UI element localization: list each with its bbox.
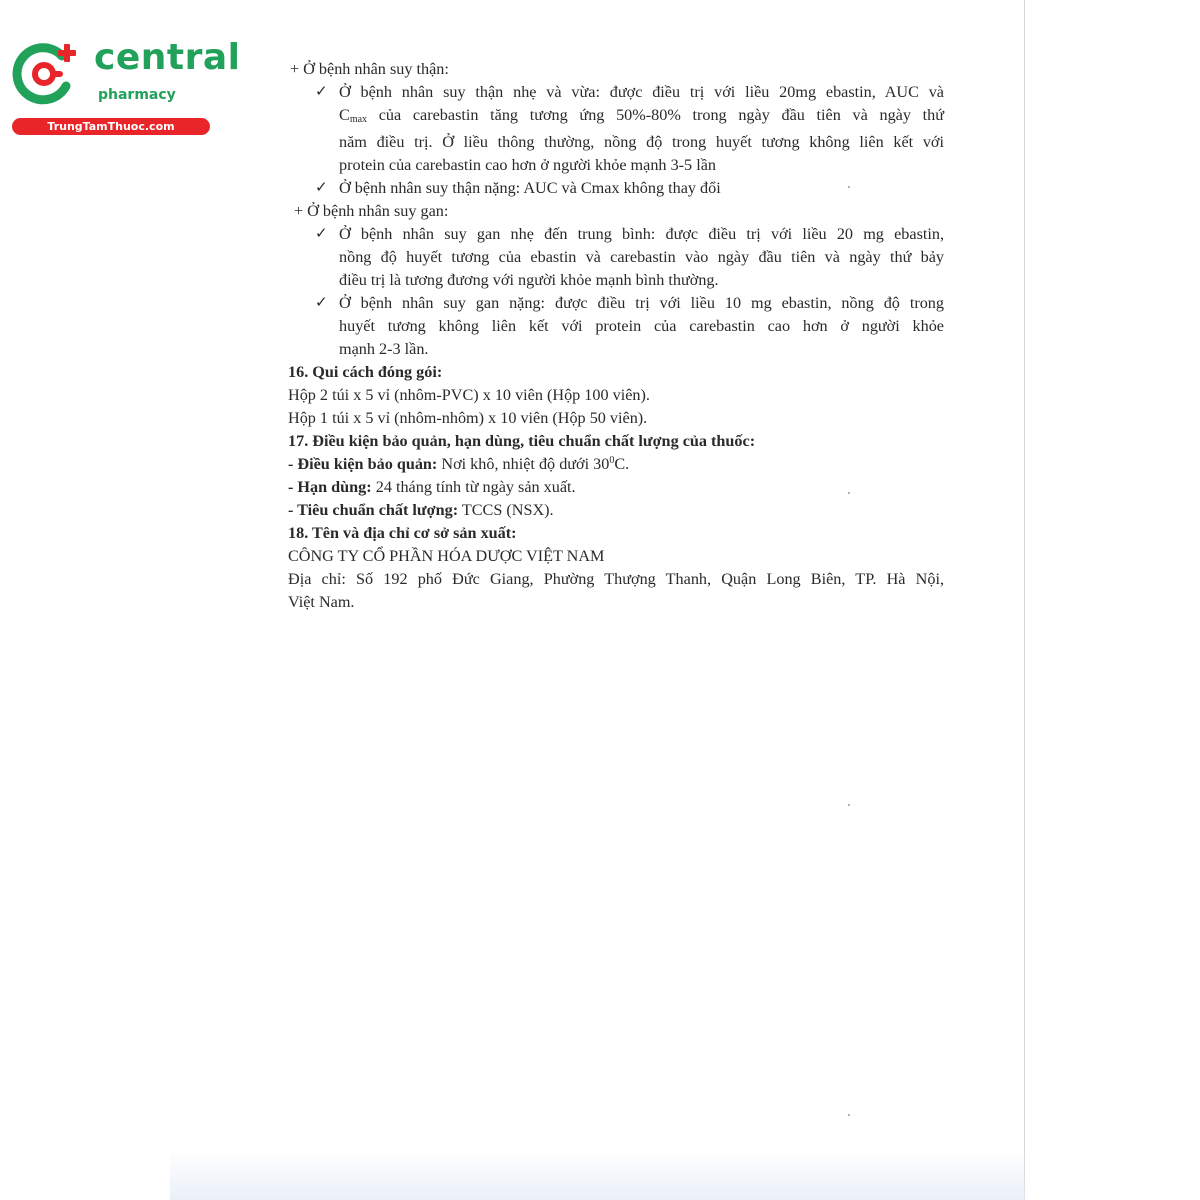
manufacturer-address: Địa chỉ: Số 192 phố Đức Giang, Phường Thượng Thanh, Quận Long Biên, TP. Hà Nội, [288, 570, 944, 588]
scan-speck [848, 492, 850, 494]
text-fragment: của carebastin tăng tương ứng 50%-80% trong ngày đầu tiên và ngày thứ [367, 106, 944, 124]
cmax-sub: max [349, 114, 368, 125]
storage-condition-unit: C. [614, 455, 630, 473]
quality-standard [288, 499, 944, 522]
degree-sup: 0 [609, 455, 615, 466]
expiry-label: - Hạn dùng: [288, 478, 372, 496]
storage-condition-value: Nơi khô, nhiệt độ dưới 30 [437, 455, 610, 473]
renal-item-mild [288, 81, 944, 177]
cmax-c: C [339, 106, 350, 124]
text-line: Ở bệnh nhân suy thận nhẹ và vừa: được điều trị với liều 20mg ebastin, AUC và [339, 83, 944, 101]
quality-standard-label: - Tiêu chuẩn chất lượng: [288, 501, 459, 519]
document-body [288, 58, 944, 614]
text-line: mạnh 2-3 lần. [339, 340, 429, 358]
renal-item-severe [288, 177, 944, 200]
packaging-line: Hộp 2 túi x 5 vỉ (nhôm-PVC) x 10 viên (Hộp 100 viên). [288, 386, 650, 404]
checkmark-icon: ✓ [315, 180, 328, 196]
storage-heading: 17. Điều kiện bảo quản, hạn dùng, tiêu chuẩn chất lượng của thuốc: [288, 432, 756, 450]
brand-logo [10, 37, 241, 138]
scan-speck [848, 186, 850, 188]
hepatic-item-severe [288, 292, 944, 361]
text-line: điều trị là tương đương với người khỏe mạnh bình thường. [339, 271, 719, 289]
text-line: protein của carebastin cao hơn ở người khỏe mạnh 3-5 lần [339, 156, 716, 174]
text-line: năm điều trị. Ở liều thông thường, nồng độ trong huyết tương không liên kết với [339, 133, 944, 151]
text-line: nồng độ huyết tương của ebastin và carebastin vào ngày đầu tiên và ngày thứ bảy [339, 248, 944, 266]
text-line: Ở bệnh nhân suy gan nặng: được điều trị với liều 10 mg ebastin, nồng độ trong [339, 294, 944, 312]
text-line: Ở bệnh nhân suy thận nặng: AUC và Cmax không thay đổi [339, 179, 721, 197]
manufacturer-name: CÔNG TY CỔ PHẦN HÓA DƯỢC VIỆT NAM [288, 547, 605, 565]
text-line: huyết tương không liên kết với protein của carebastin cao hơn ở người khỏe [339, 317, 944, 335]
cross-c-logo-icon [10, 38, 82, 110]
hepatic-heading: + Ở bệnh nhân suy gan: [294, 202, 449, 220]
brand-name: central [94, 37, 241, 78]
storage-condition [288, 453, 944, 476]
packaging-line: Hộp 1 túi x 5 vỉ (nhôm-nhôm) x 10 viên (Hộp 50 viên). [288, 409, 648, 427]
expiry [288, 476, 944, 499]
text-line: Ở bệnh nhân suy gan nhẹ đến trung bình: được điều trị với liều 20 mg ebastin, [339, 225, 944, 243]
scan-speck [848, 804, 850, 806]
checkmark-icon: ✓ [315, 226, 328, 242]
checkmark-icon: ✓ [315, 84, 328, 100]
scan-tint [170, 1150, 1025, 1200]
renal-heading: + Ở bệnh nhân suy thận: [290, 60, 449, 78]
expiry-value: 24 tháng tính từ ngày sản xuất. [371, 478, 576, 496]
text-line [339, 104, 944, 131]
quality-standard-value: TCCS (NSX). [458, 501, 554, 519]
storage-condition-label: - Điều kiện bảo quản: [288, 455, 438, 473]
hepatic-item-mild [288, 223, 944, 292]
page-edge [1024, 0, 1025, 1200]
manufacturer-heading: 18. Tên và địa chỉ cơ sở sản xuất: [288, 524, 517, 542]
brand-subtitle: pharmacy [98, 87, 176, 103]
scan-speck [848, 1114, 850, 1116]
checkmark-icon: ✓ [315, 295, 328, 311]
manufacturer-address: Việt Nam. [288, 593, 355, 611]
site-badge: TrungTamThuoc.com [12, 118, 210, 135]
packaging-heading: 16. Qui cách đóng gói: [288, 363, 443, 381]
